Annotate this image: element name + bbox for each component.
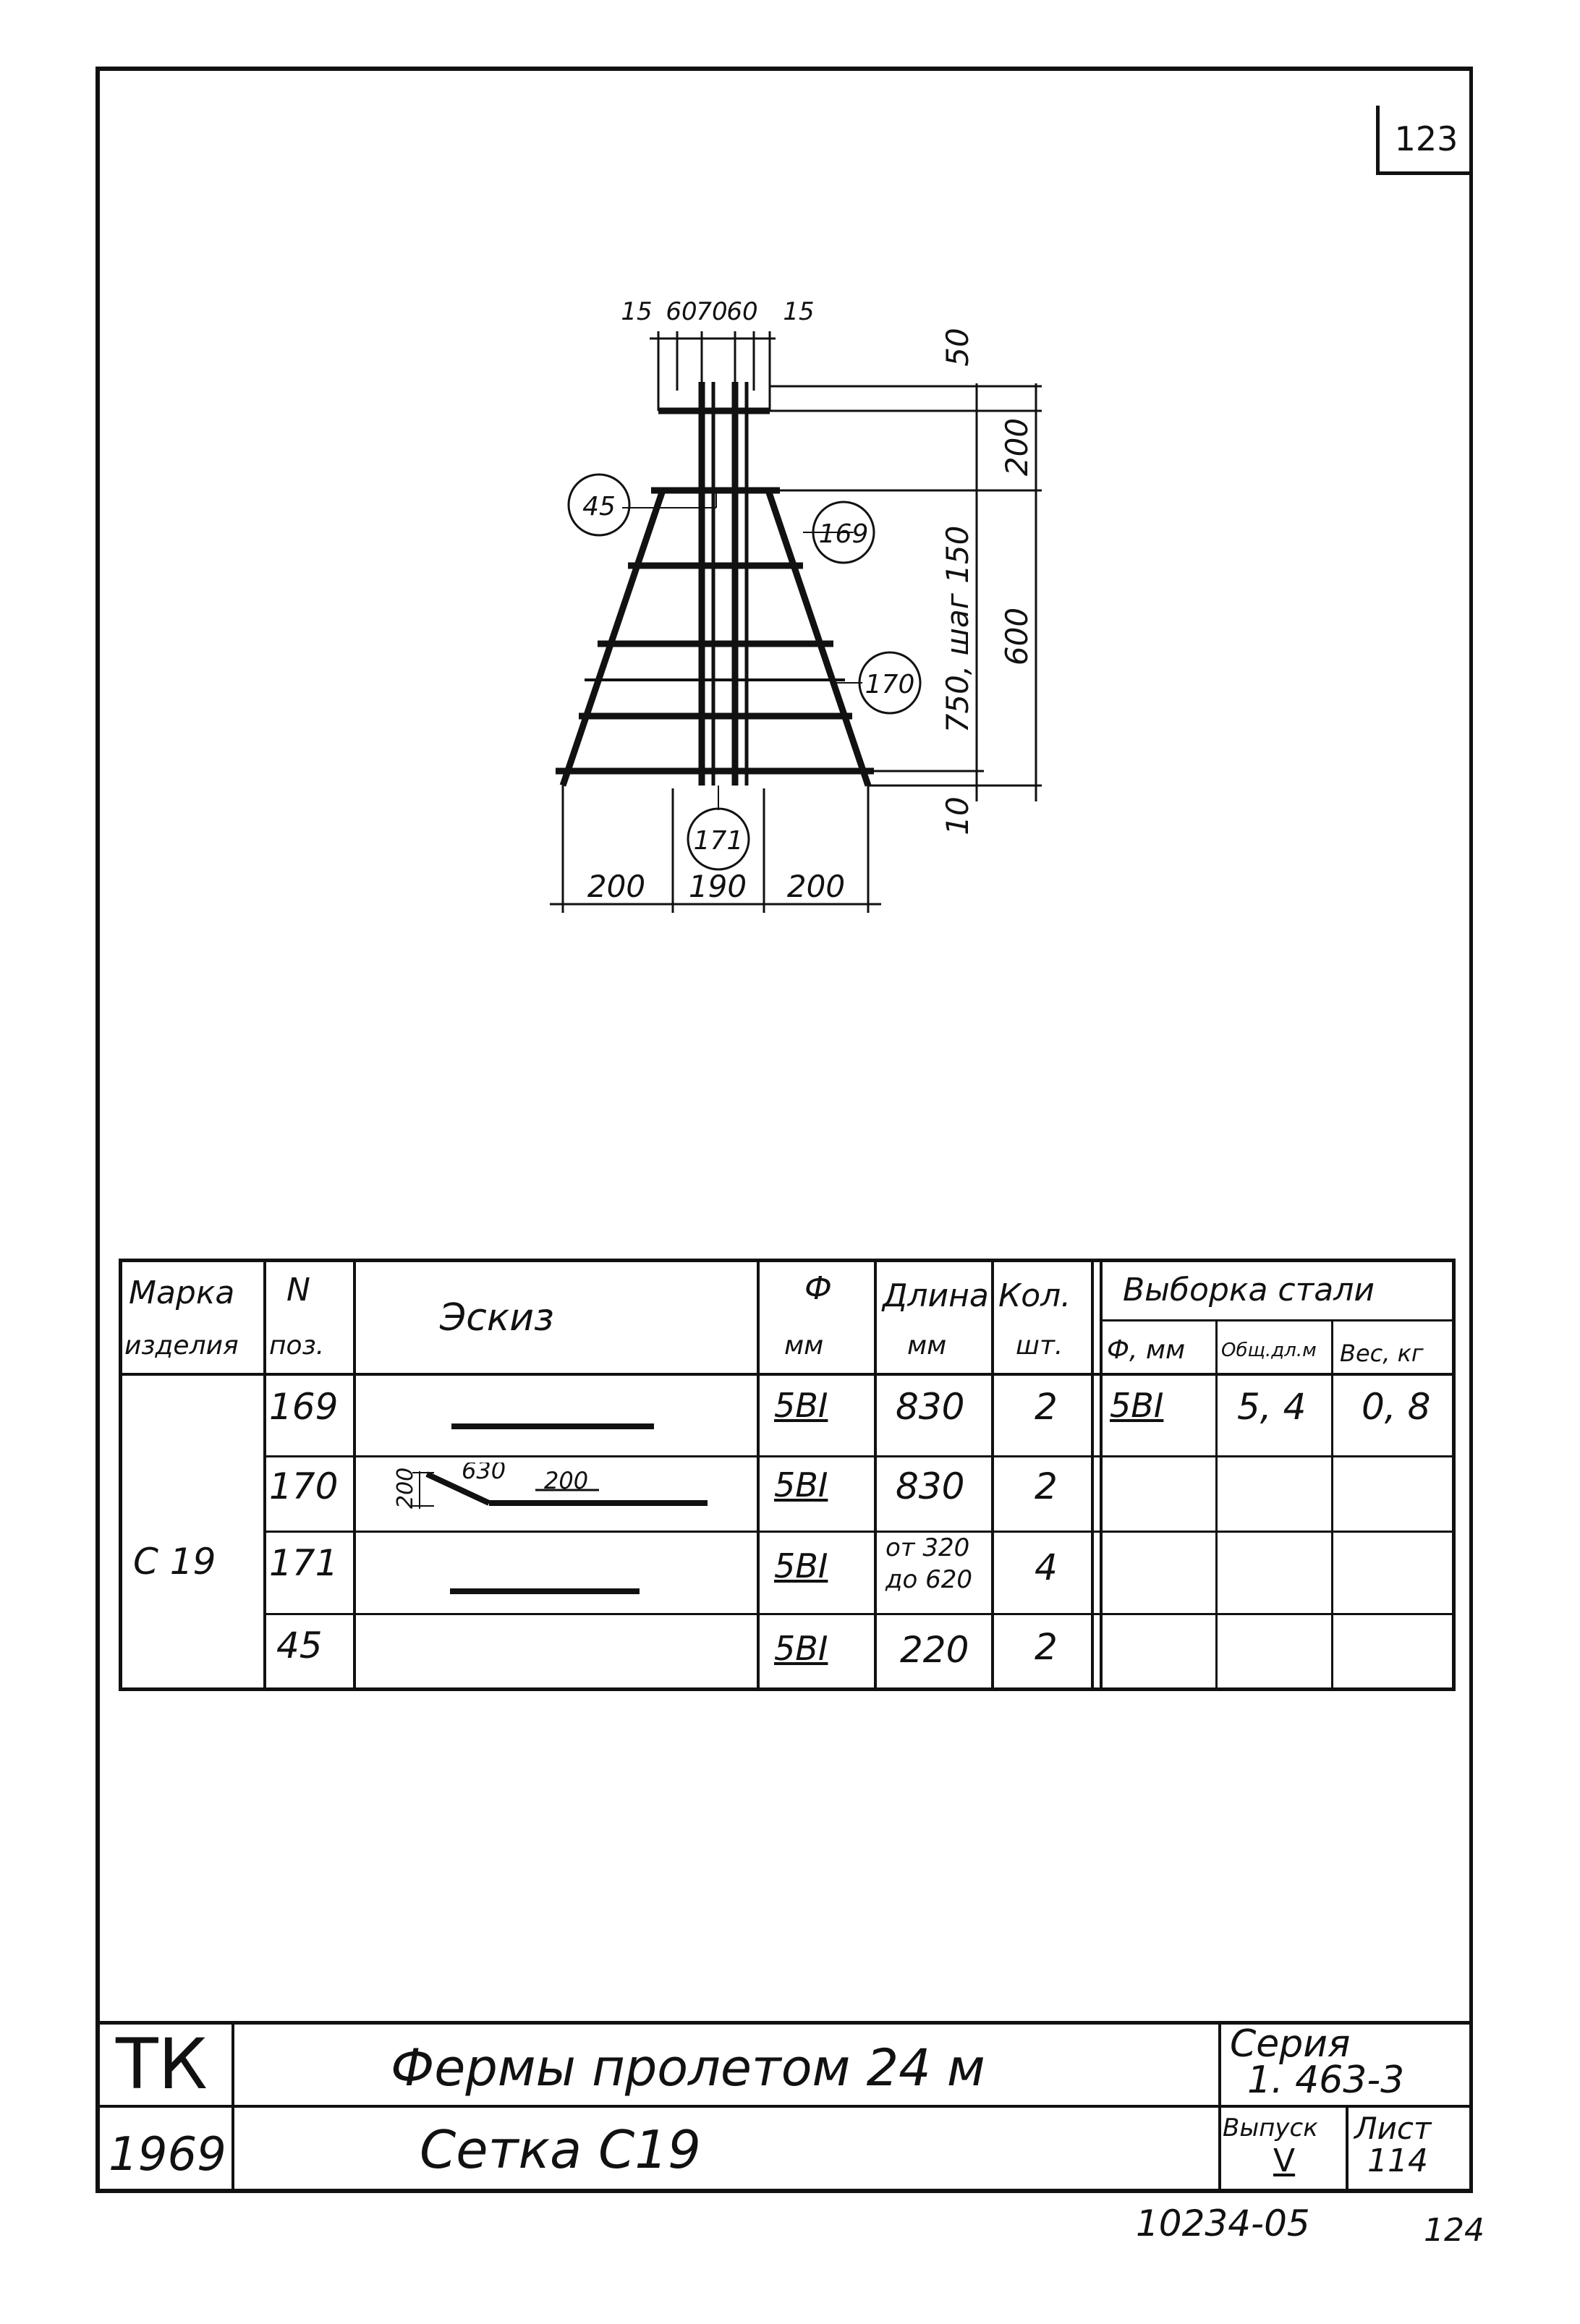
right-dim-label: 200 <box>999 417 1035 477</box>
steel-diam: 5ВI <box>1110 1386 1164 1425</box>
sketch-dim-a: 200 <box>393 1467 418 1509</box>
row-qty: 2 <box>1035 1465 1058 1507</box>
header-steel-length: Общ.дл.м <box>1221 1340 1317 1361</box>
header-diam-1: Ф <box>804 1270 832 1307</box>
header-pos-2: поз. <box>269 1331 325 1361</box>
right-dim-label: 750, шаг 150 <box>940 525 975 733</box>
callout-label: 170 <box>865 670 915 699</box>
top-dim-label: 60 <box>726 297 758 326</box>
sketch-bent-bar <box>391 1463 752 1528</box>
series-value: 1. 463-3 <box>1247 2059 1405 2102</box>
sketch-dim-c: 200 <box>544 1467 589 1494</box>
sheet-label: Лист <box>1354 2111 1432 2146</box>
row-diam: 5ВI <box>774 1465 828 1504</box>
header-mark-2: изделия <box>124 1331 239 1361</box>
callout-label: 45 <box>582 492 616 522</box>
header-steel-weight: Вес, кг <box>1340 1340 1424 1367</box>
row-qty: 2 <box>1035 1386 1058 1428</box>
row-length: 220 <box>900 1629 969 1671</box>
year: 1969 <box>109 2128 226 2182</box>
row-pos: 170 <box>269 1465 339 1507</box>
steel-weight: 0, 8 <box>1362 1386 1431 1428</box>
row-diam: 5ВI <box>774 1386 828 1425</box>
header-diam-2: мм <box>784 1331 824 1361</box>
spec-table <box>119 1259 1456 1691</box>
top-dim-label: 15 <box>621 297 653 326</box>
sketch-straight-bar <box>451 1423 654 1429</box>
row-diam: 5ВI <box>774 1629 828 1668</box>
header-pos-1: N <box>286 1272 310 1308</box>
row-diam: 5ВI <box>774 1546 828 1585</box>
header-steel: Выборка стали <box>1123 1272 1375 1308</box>
issue-label: Выпуск <box>1223 2114 1318 2142</box>
right-dim-label: 600 <box>999 607 1035 666</box>
header-length-1: Длина <box>883 1277 989 1314</box>
right-dim-label: 10 <box>940 796 975 835</box>
mesh-side-left <box>563 490 663 786</box>
issue-value: V <box>1273 2142 1296 2179</box>
bottom-dim-label: 200 <box>587 869 646 904</box>
row-qty: 2 <box>1035 1626 1058 1668</box>
top-dim-label: 70 <box>696 297 728 326</box>
row-qty: 4 <box>1035 1546 1058 1588</box>
callout-label: 171 <box>693 826 744 856</box>
row-length-from: от 320 <box>885 1533 970 1562</box>
row-pos: 45 <box>276 1625 323 1667</box>
header-qty-2: шт. <box>1016 1331 1063 1361</box>
bottom-dim-label: 190 <box>688 869 747 904</box>
row-pos: 171 <box>269 1542 339 1584</box>
drawing-title: Фермы пролетом 24 м <box>391 2038 985 2098</box>
sketch-dim-b: 630 <box>462 1463 506 1484</box>
right-dim-label: 50 <box>940 328 975 367</box>
drawing-subtitle: Сетка С19 <box>420 2119 701 2180</box>
header-mark-1: Марка <box>129 1274 235 1311</box>
bottom-dim-label: 200 <box>786 869 846 904</box>
mesh-drawing <box>0 0 1580 955</box>
product-mark: С 19 <box>133 1541 216 1583</box>
series-label: Серия <box>1230 2022 1351 2066</box>
row-pos: 169 <box>269 1386 339 1428</box>
top-dim-label: 15 <box>783 297 815 326</box>
callout-label: 169 <box>818 519 869 549</box>
header-qty-1: Кол. <box>998 1277 1071 1314</box>
sheet-value: 114 <box>1367 2142 1428 2179</box>
row-length-to: до 620 <box>885 1565 973 1594</box>
org-code: ТК <box>116 2024 208 2105</box>
sheet-number-text: 123 <box>1394 119 1458 158</box>
top-dim-label: 60 <box>666 297 697 326</box>
row-length: 830 <box>896 1386 965 1428</box>
page-number: 124 <box>1424 2212 1485 2249</box>
header-sketch: Эскиз <box>440 1296 554 1340</box>
header-length-2: мм <box>907 1331 947 1361</box>
header-steel-diam: Ф, мм <box>1107 1335 1186 1365</box>
archive-code: 10234-05 <box>1136 2202 1310 2244</box>
steel-total-length: 5, 4 <box>1237 1386 1307 1428</box>
sketch-straight-bar <box>450 1588 640 1594</box>
row-length: 830 <box>896 1465 965 1507</box>
